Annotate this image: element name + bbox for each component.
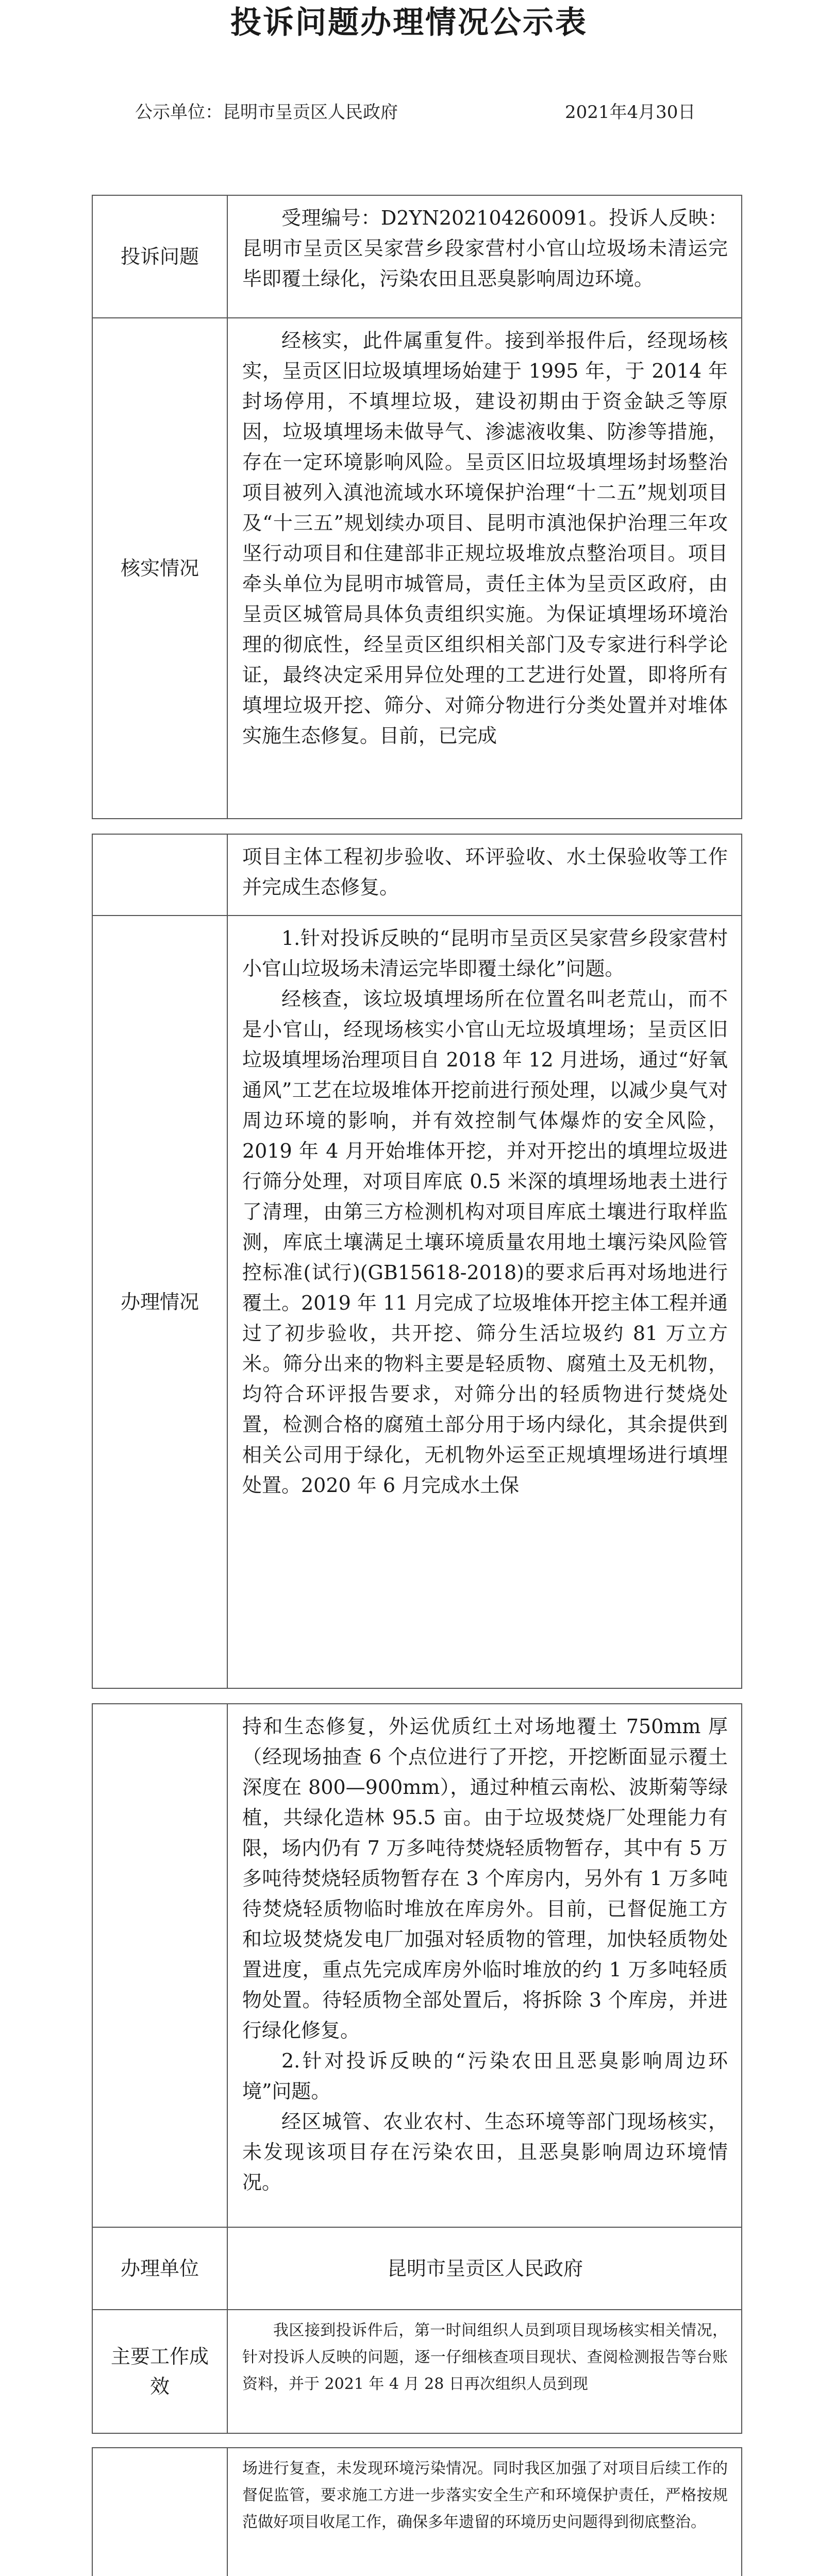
row-verify-cont [93, 835, 741, 916]
table-segment-4 [92, 2447, 742, 2576]
row-unit [93, 2228, 741, 2310]
row-results [93, 2310, 741, 2433]
row-results-cont [93, 2448, 741, 2576]
header-unit-label: 公示单位： [135, 102, 223, 123]
row-handle-cont [93, 1704, 741, 2228]
handle-label: 办理情况 [93, 916, 228, 1688]
row-complaint [93, 196, 741, 318]
handle-content [228, 916, 741, 1688]
complaint-content [228, 196, 741, 317]
complaint-label: 投诉问题 [93, 196, 228, 317]
row-handle [93, 916, 741, 1688]
verify-text-2: 项目主体工程初步验收、环评验收、水土保验收等工作并完成生态修复。 [242, 845, 728, 899]
verify-text-1: 经核实，此件属重复件。接到举报件后，经现场核实，呈贡区旧垃圾填埋场始建于 1995 年，于 2014 年封场停用，不填埋垃圾，建设初期由于资金缺乏等原因，垃圾填埋场未做导气、渗滤液收集、防渗等措施，存在一定环境影响风险。呈贡区旧垃圾填埋场封场整治项目被列入滇池流域水环境保护治理“十二五”规划项目及“十三五”规划续办项目、昆明市滇池保护治理三年攻坚行动项目和住建部非正规垃圾堆放点整治项目。项目牵头单位为昆明市城管局，责任主体为呈贡区政府，由呈贡区城管局具体负责组织实施。为保证填埋场环境治理的彻底性，经呈贡区组织相关部门及专家进行科学论证，最终决定采用异位处理的工艺进行处置，即将所有填埋垃圾开挖、筛分、对筛分物进行分类处置并对堆体实施生态修复。目前，已完成 [242, 329, 728, 747]
header-date: 2021年4月30日 [565, 102, 696, 123]
header-unit [135, 101, 398, 124]
verify-label: 核实情况 [93, 318, 228, 818]
table-segment-1 [92, 195, 742, 819]
handle-item2-text: 经区城管、农业农村、生态环境等部门现场核实，未发现该项目存在污染农田，且恶臭影响周边环境情况。 [242, 2110, 728, 2194]
handle-item1-text-1: 经核查，该垃圾填埋场所在位置名叫老荒山，而不是小官山，经现场核实小官山无垃圾填埋场；呈贡区旧垃圾填埋场治理项目自 2018 年 12 月进场，通过“好氧通风”工艺在垃圾堆体开挖前进行预处理，以减少臭气对周边环境的影响，并有效控制气体爆炸的安全风险，2019 年 4 月开始堆体开挖，并对开挖出的填埋垃圾进行筛分处理，对项目库底 0.5 米深的填埋场地表土进行了清理，由第三方检测机构对项目库底土壤进行取样监测，库底土壤满足土壤环境质量农用地土壤污染风险管控标准(试行)(GB15618-2018)的要求后再对场地进行覆土。2019 年 11 月完成了垃圾堆体开挖主体工程并通过了初步验收，共开挖、筛分生活垃圾约 81 万立方米。筛分出来的物料主要是轻质物、腐殖土及无机物，均符合环评报告要求，对筛分出的轻质物进行焚烧处置，检测合格的腐殖土部分用于场内绿化，其余提供到相关公司用于绿化，无机物外运至正规填埋场进行填埋处置。2020 年 6 月完成水土保 [242, 988, 728, 1497]
results-text-1: 我区接到投诉件后，第一时间组织人员到项目现场核实相关情况，针对投诉人反映的问题，逐一仔细核查项目现状、查阅检测报告等台账资料，并于 2021 年 4 月 28 日再次组织人员到现 [242, 2321, 728, 2393]
table-segment-2 [92, 834, 742, 1689]
unit-content [228, 2228, 741, 2309]
unit-text: 昆明市呈贡区人民政府 [387, 2257, 583, 2280]
results-text-2: 场进行复查，未发现环境污染情况。同时我区加强了对项目后续工作的督促监管，要求施工方进一步落实安全生产和环境保护责任，严格按规范做好项目收尾工作，确保多年遗留的环境历史问题得到彻底整治。 [242, 2460, 728, 2531]
results-content-cont [228, 2448, 741, 2576]
verify-content [228, 318, 741, 818]
handle-content-cont [228, 1704, 741, 2227]
handle-item1-text-2: 持和生态修复，外运优质红土对场地覆土 750mm 厚（经现场抽查 6 个点位进行了开挖，开挖断面显示覆土深度在 800—900mm），通过种植云南松、波斯菊等绿植，共绿化造林 95.5 亩。由于垃圾焚烧厂处理能力有限，场内仍有 7 万多吨待焚烧轻质物暂存，其中有 5 万多吨待焚烧轻质物暂存在 3 个库房内，另外有 1 万多吨待焚烧轻质物临时堆放在库房外。目前，已督促施工方和垃圾焚烧发电厂加强对轻质物的管理，加快轻质物处置进度，重点先完成库房外临时堆放的约 1 万多吨轻质物处置。待轻质物全部处置后，将拆除 3 个库房，并进行绿化修复。 [242, 1715, 728, 2042]
unit-label: 办理单位 [93, 2228, 228, 2309]
table-segment-3 [92, 1703, 742, 2434]
verify-content-cont [228, 835, 741, 915]
row-verify [93, 318, 741, 818]
handle-item2-title: 2.针对投诉反映的“污染农田且恶臭影响周边环境”问题。 [242, 2049, 728, 2103]
header-unit-name: 昆明市呈贡区人民政府 [223, 102, 398, 123]
complaint-text: 受理编号：D2YN202104260091。投诉人反映：昆明市呈贡区吴家营乡段家营村小官山垃圾场未清运完毕即覆土绿化，污染农田且恶臭影响周边环境。 [242, 207, 728, 290]
handle-item1-title: 1.针对投诉反映的“昆明市呈贡区吴家营乡段家营村小官山垃圾场未清运完毕即覆土绿化”问题。 [242, 927, 728, 980]
results-content [228, 2310, 741, 2433]
document-title: 投诉问题办理情况公示表 [230, 5, 588, 41]
results-label: 主要工作成效 [93, 2310, 228, 2433]
